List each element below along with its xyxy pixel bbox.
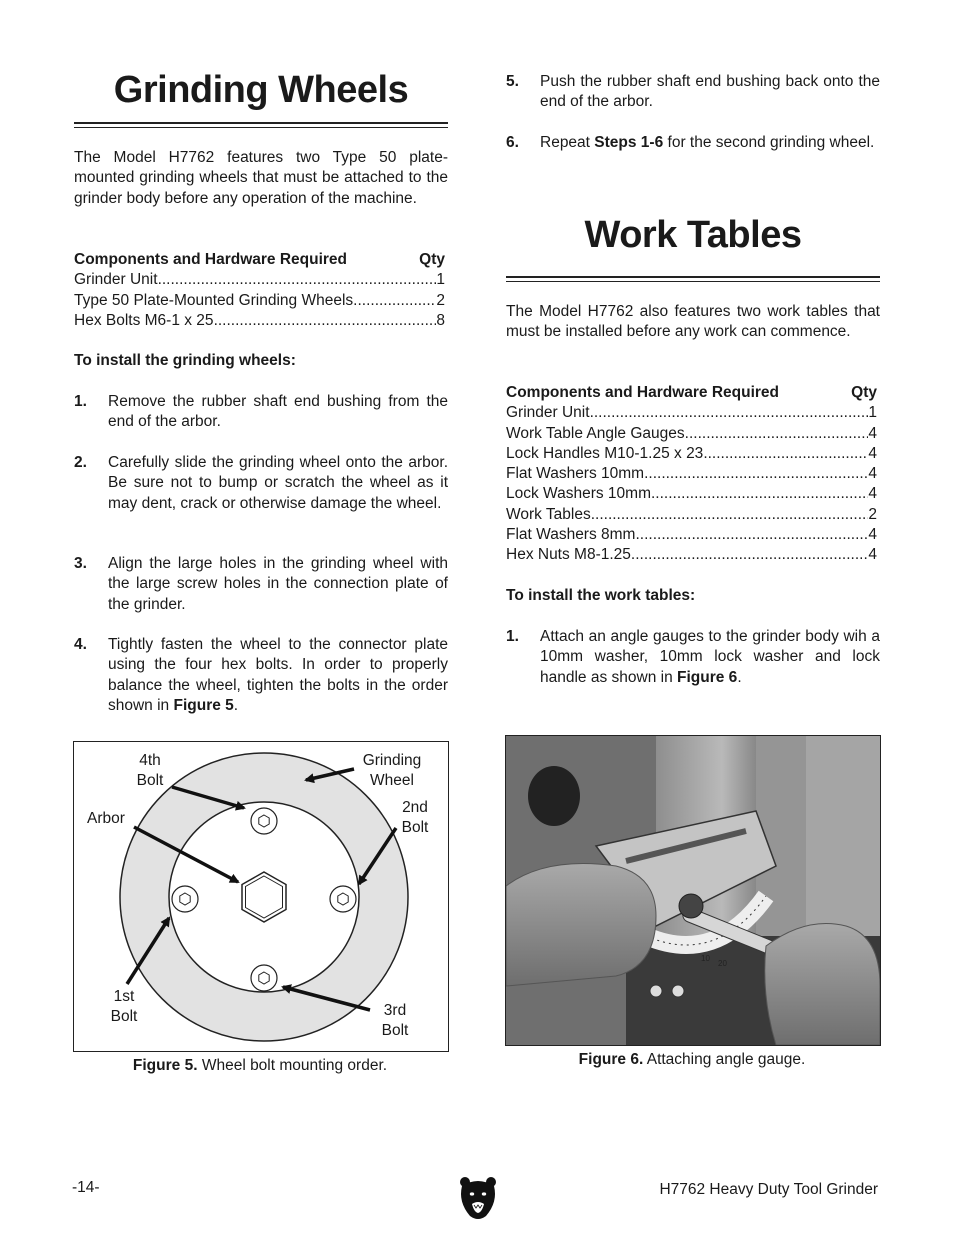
page-number: -14- bbox=[72, 1179, 100, 1196]
components-header-label: Components and Hardware Required bbox=[506, 384, 780, 401]
component-name: Grinder Unit bbox=[74, 271, 158, 289]
component-row: Grinder Unit ..... 1 bbox=[506, 403, 877, 423]
bolt-right bbox=[330, 886, 356, 912]
step-1 bbox=[506, 627, 880, 688]
figure-reference: Figure 6 bbox=[677, 668, 738, 686]
label-3rd-bolt: 3rd Bolt bbox=[381, 1002, 409, 1039]
step-text: Push the rubber shaft end bushing back onto the end of the arbor. bbox=[540, 73, 880, 111]
component-row: Hex Nuts M8-1.25 ..... 4 bbox=[506, 545, 877, 565]
step-1 bbox=[74, 392, 448, 433]
bolt-top bbox=[251, 808, 277, 834]
component-row: Work Tables ..... 2 bbox=[506, 505, 877, 525]
component-row bbox=[74, 270, 445, 290]
step-text: Remove the rubber shaft end bushing from the end of the arbor. bbox=[108, 393, 448, 431]
component-name: Hex Bolts M6-1 x 25 bbox=[74, 311, 214, 329]
install-tables-heading: To install the work tables: bbox=[506, 587, 696, 604]
bolt-left bbox=[172, 886, 198, 912]
step-text: Attach an angle gauges to the grinder body wih a 10mm washer, 10mm lock washer and lock handle as shown in Figure 6. bbox=[540, 628, 880, 686]
step-6 bbox=[506, 133, 880, 153]
step-text: Align the large holes in the grinding wheel with the large screw holes in the connection plate of the grinder. bbox=[108, 555, 448, 613]
label-arbor: Arbor bbox=[87, 810, 125, 827]
components-header bbox=[74, 250, 445, 270]
step-number: 6. bbox=[506, 134, 519, 151]
label-2nd-bolt: 2nd Bolt bbox=[401, 799, 429, 836]
figure-reference: Figure 5 bbox=[173, 696, 234, 714]
work-tables-intro: The Model H7762 also features two work tables that must be installed before any work can commence. bbox=[506, 303, 880, 341]
angle-gauge-photo bbox=[506, 736, 880, 1045]
step-number: 1. bbox=[506, 628, 519, 645]
step-number: 2. bbox=[74, 454, 87, 471]
label-grinding-wheel: Grinding Wheel bbox=[362, 752, 422, 789]
document-title: H7762 Heavy Duty Tool Grinder bbox=[659, 1181, 878, 1198]
section-title-work-tables: Work Tables bbox=[584, 214, 802, 256]
step-text: Tightly fasten the wheel to the connector plate using the four hex bolts. In order to properly balance the wheel, tighten the bolts in the order shown in Figure 5. bbox=[108, 636, 448, 714]
step-number: 4. bbox=[74, 636, 87, 653]
step-5 bbox=[506, 72, 880, 113]
bolt-bottom bbox=[251, 965, 277, 991]
step-number: 1. bbox=[74, 393, 87, 410]
component-row bbox=[74, 311, 445, 331]
step-number: 3. bbox=[74, 555, 87, 572]
title-rule bbox=[506, 276, 880, 282]
component-qty: 2 bbox=[436, 291, 445, 309]
components-list bbox=[506, 383, 877, 566]
component-row bbox=[74, 291, 445, 311]
gauge-number: 20 bbox=[718, 959, 727, 968]
step-4 bbox=[74, 635, 448, 716]
qty-header: Qty bbox=[419, 251, 445, 268]
label-1st-bolt: 1st Bolt bbox=[110, 988, 138, 1025]
components-header bbox=[506, 383, 877, 403]
component-row: Lock Handles M10-1.25 x 23 ..... 4 bbox=[506, 444, 877, 464]
figure-6-photo bbox=[505, 735, 881, 1046]
component-row: Work Table Angle Gauges ..... 4 bbox=[506, 424, 877, 444]
step-text: Repeat Steps 1-6 for the second grinding wheel. bbox=[540, 134, 875, 151]
install-wheels-heading: To install the grinding wheels: bbox=[74, 352, 296, 369]
components-header-label: Components and Hardware Required bbox=[74, 251, 348, 268]
bear-head-icon bbox=[458, 1174, 498, 1222]
grinding-intro: The Model H7762 features two Type 50 plate-mounted grinding wheels that must be attached to the grinder body before any operation of the machine. bbox=[74, 149, 448, 207]
component-row: Flat Washers 10mm ..... 4 bbox=[506, 464, 877, 484]
title-rule bbox=[74, 122, 448, 128]
gauge-number: 10 bbox=[701, 954, 710, 963]
step-2 bbox=[74, 453, 448, 514]
component-qty: 8 bbox=[436, 311, 445, 329]
qty-header: Qty bbox=[851, 384, 877, 401]
bear-logo bbox=[458, 1174, 498, 1222]
components-list bbox=[74, 250, 445, 331]
component-name: Type 50 Plate-Mounted Grinding Wheels bbox=[74, 291, 354, 309]
step-number: 5. bbox=[506, 73, 519, 90]
figure-6-caption: Figure 6. Attaching angle gauge. bbox=[578, 1051, 806, 1068]
figure-5-caption: Figure 5. Wheel bolt mounting order. bbox=[132, 1057, 388, 1074]
component-row: Flat Washers 8mm ..... 4 bbox=[506, 525, 877, 545]
section-title-grinding-wheels: Grinding Wheels bbox=[113, 69, 409, 111]
component-qty: 1 bbox=[436, 271, 445, 289]
figure-5-box bbox=[73, 741, 449, 1052]
component-row: Lock Washers 10mm ..... 4 bbox=[506, 484, 877, 504]
steps-reference: Steps 1-6 bbox=[594, 134, 664, 151]
label-4th-bolt: 4th Bolt bbox=[136, 752, 164, 789]
step-3 bbox=[74, 554, 448, 615]
step-text: Carefully slide the grinding wheel onto the arbor. Be sure not to bump or scratch the wheel as it may dent, crack or otherwise damage the wheel. bbox=[108, 454, 448, 512]
